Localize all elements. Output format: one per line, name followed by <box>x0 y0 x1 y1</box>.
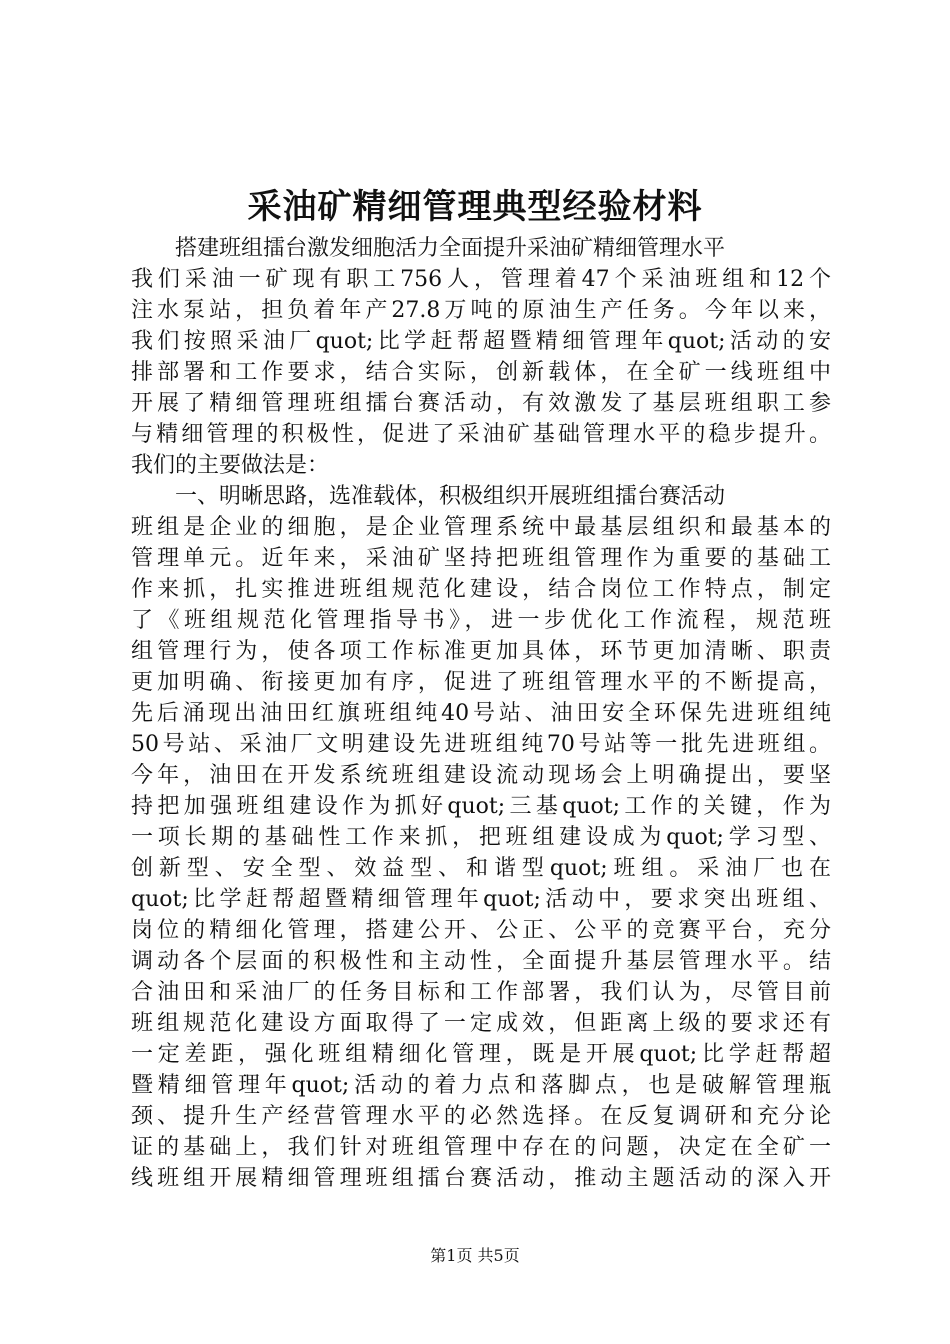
body-line: 一、明晰思路，选准载体，积极组织开展班组擂台赛活动 <box>175 484 726 509</box>
body-line: 班组是企业的细胞，是企业管理系统中最基层组织和最基本的 <box>131 515 831 540</box>
body-line: quot;比学赶帮超暨精细管理年quot;活动中，要求突出班组、 <box>131 887 831 912</box>
body-line: 一定差距，强化班组精细化管理，既是开展quot;比学赶帮超 <box>131 1042 831 1067</box>
body-line: 今年，油田在开发系统班组建设流动现场会上明确提出，要坚 <box>131 763 831 788</box>
body-line: 开展了精细管理班组擂台赛活动，有效激发了基层班组职工参 <box>131 391 831 416</box>
body-line: 50号站、采油厂文明建设先进班组纯70号站等一批先进班组。 <box>131 732 831 757</box>
body-line: 我们按照采油厂quot;比学赶帮超暨精细管理年quot;活动的安 <box>131 329 831 354</box>
page-number-footer: 第1页 共5页 <box>430 1246 520 1265</box>
body-line: 注水泵站，担负着年产27.8万吨的原油生产任务。今年以来， <box>131 298 831 323</box>
document-title: 采油矿精细管理典型经验材料 <box>247 187 703 227</box>
body-line: 一项长期的基础性工作来抓，把班组建设成为quot;学习型、 <box>131 825 831 850</box>
body-line: 岗位的精细化管理，搭建公开、公正、公平的竞赛平台，充分 <box>131 918 831 943</box>
body-line: 与精细管理的积极性，促进了采油矿基础管理水平的稳步提升。 <box>131 422 831 447</box>
body-line: 暨精细管理年quot;活动的着力点和落脚点，也是破解管理瓶 <box>131 1073 831 1098</box>
body-line: 线班组开展精细管理班组擂台赛活动，推动主题活动的深入开 <box>131 1166 831 1191</box>
body-line: 我们采油一矿现有职工756人，管理着47个采油班组和12个 <box>131 267 831 292</box>
body-line: 先后涌现出油田红旗班组纯40号站、油田安全环保先进班组纯 <box>131 701 831 726</box>
body-line: 持把加强班组建设作为抓好quot;三基quot;工作的关键，作为 <box>131 794 831 819</box>
body-line: 创新型、安全型、效益型、和谐型quot;班组。采油厂也在 <box>131 856 831 881</box>
body-line: 调动各个层面的积极性和主动性，全面提升基层管理水平。结 <box>131 949 831 974</box>
body-line: 搭建班组擂台激发细胞活力全面提升采油矿精细管理水平 <box>175 236 726 261</box>
body-line: 班组规范化建设方面取得了一定成效，但距离上级的要求还有 <box>131 1011 831 1036</box>
body-line: 排部署和工作要求，结合实际，创新载体，在全矿一线班组中 <box>131 360 831 385</box>
body-line: 证的基础上，我们针对班组管理中存在的问题，决定在全矿一 <box>131 1135 831 1160</box>
body-line: 了《班组规范化管理指导书》，进一步优化工作流程，规范班 <box>131 608 831 633</box>
body-line: 管理单元。近年来，采油矿坚持把班组管理作为重要的基础工 <box>131 546 831 571</box>
body-line: 作来抓，扎实推进班组规范化建设，结合岗位工作特点，制定 <box>131 577 831 602</box>
body-line: 我们的主要做法是： <box>131 453 330 478</box>
document-body <box>131 233 831 1194</box>
body-line: 更加明确、衔接更加有序，促进了班组管理水平的不断提高， <box>131 670 831 695</box>
body-line: 颈、提升生产经营管理水平的必然选择。在反复调研和充分论 <box>131 1104 831 1129</box>
body-line: 组管理行为，使各项工作标准更加具体，环节更加清晰、职责 <box>131 639 831 664</box>
body-line: 合油田和采油厂的任务目标和工作部署，我们认为，尽管目前 <box>131 980 831 1005</box>
